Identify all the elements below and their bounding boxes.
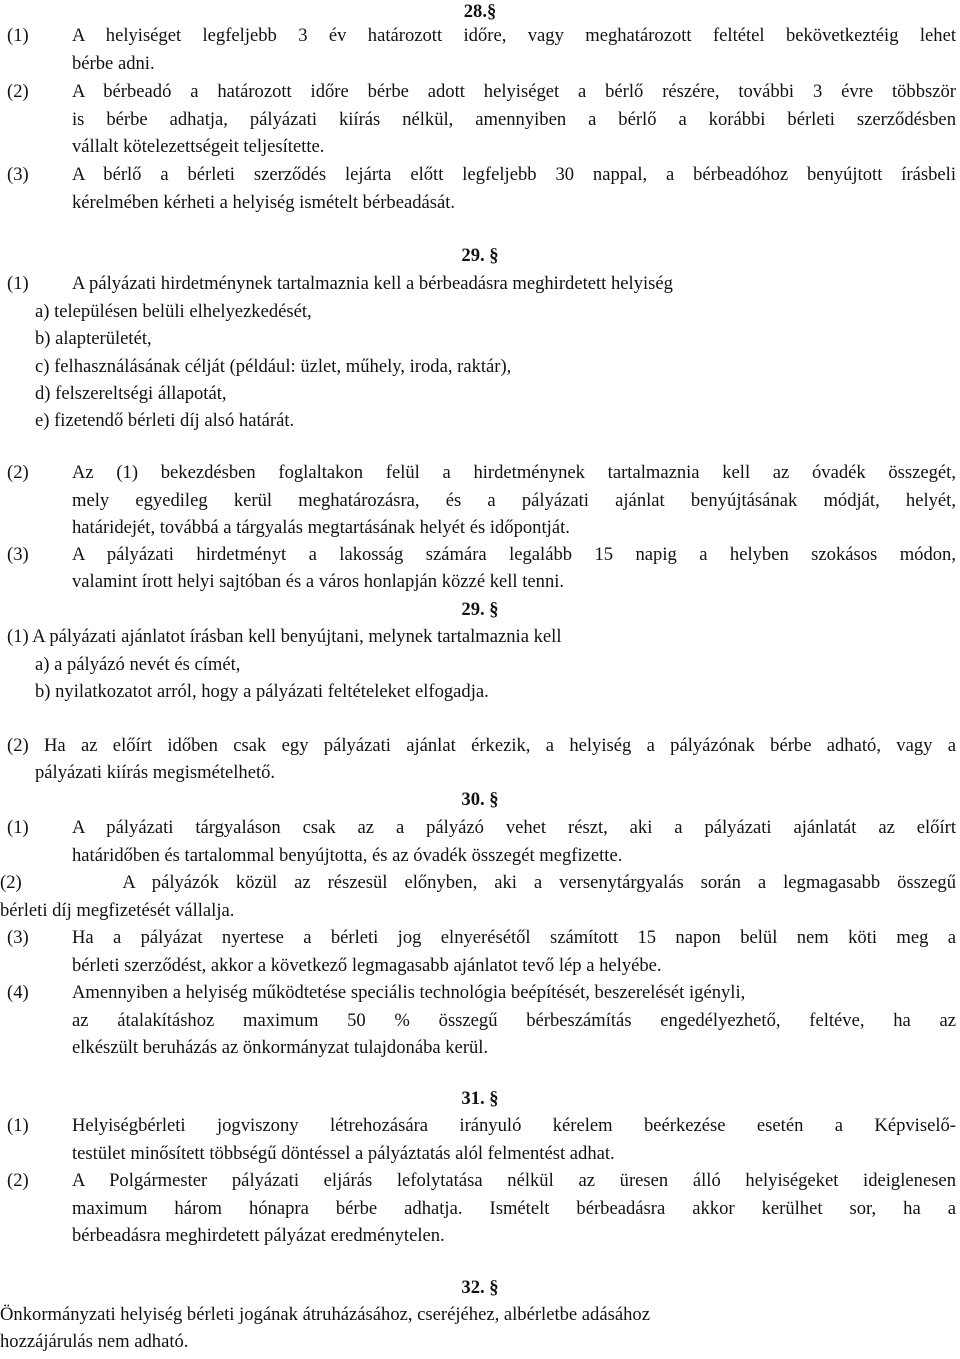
s29a-p1-number: (1) xyxy=(7,273,29,294)
s29b-p1-line: (1) A pályázati ajánlatot írásban kell benyújtani, melynek tartalmaznia kell xyxy=(7,626,562,647)
s28-p2-number: (2) xyxy=(7,81,29,102)
s28-p1-line: bérbe adni. xyxy=(72,53,155,74)
s30-p4-line: Amennyiben a helyiség működtetése speciális technológia beépítését, beszerelését igényli, xyxy=(72,982,746,1003)
s30-p1-number: (1) xyxy=(7,817,29,838)
s28-p1-number: (1) xyxy=(7,25,29,46)
s29a-list-item: d) felszereltségi állapotát, xyxy=(35,383,227,404)
s29a-list-item: e) fizetendő bérleti díj alsó határát. xyxy=(35,410,295,431)
s28-p3-number: (3) xyxy=(7,164,29,185)
s30-p3-line: bérleti szerződést, akkor a következő legmagasabb ajánlatot tevő lép a helyébe. xyxy=(72,955,662,976)
s30-p3-number: (3) xyxy=(7,927,29,948)
s29a-p2-line: határidejét, továbbá a tárgyalás megtartásának helyét és időpontját. xyxy=(72,517,570,538)
s29a-p2-line: mely egyedileg kerül meghatározásra, és a pályázati ajánlat benyújtásának módját, helyét, xyxy=(72,490,956,511)
s32-p1-line: Önkormányzati helyiség bérleti jogának átruházásához, cseréjéhez, albérletbe adásához xyxy=(0,1304,650,1325)
section-28-heading: 28.§ xyxy=(463,1,497,22)
s28-p3-line: A bérlő a bérleti szerződés lejárta előtt legfeljebb 30 nappal, a bérbeadóhoz benyújtott írásbeli xyxy=(72,164,956,185)
s29a-list-item: a) településen belüli elhelyezkedését, xyxy=(35,301,312,322)
s29b-list-item: a) a pályázó nevét és címét, xyxy=(35,654,241,675)
section-32-heading: 32. § xyxy=(461,1277,499,1298)
s31-p2-line: A Polgármester pályázati eljárás lefolytatása nélkül az üresen álló helyiségeket ideiglenesen xyxy=(72,1170,956,1191)
s29a-p3-line: valamint írott helyi sajtóban és a város honlapján közzé kell tenni. xyxy=(72,571,565,592)
s29a-list-item: b) alapterületét, xyxy=(35,328,152,349)
s31-p1-line: Helyiségbérleti jogviszony létrehozására irányuló kérelem beérkezése esetén a Képviselő- xyxy=(72,1115,956,1136)
s29a-p2-number: (2) xyxy=(7,462,29,483)
section-30-heading: 30. § xyxy=(461,789,499,810)
s31-p2-number: (2) xyxy=(7,1170,29,1191)
s29a-p2-line: Az (1) bekezdésben foglaltakon felül a hirdetménynek tartalmaznia kell az óvadék összegét, xyxy=(72,462,956,483)
s29b-p2-line: (2) Ha az előírt időben csak egy pályázati ajánlat érkezik, a helyiség a pályázónak bérbe adható, vagy a xyxy=(7,735,956,756)
s28-p3-line: kérelmében kérheti a helyiség ismételt bérbeadását. xyxy=(72,192,456,213)
s30-p4-number: (4) xyxy=(7,982,29,1003)
section-31-heading: 31. § xyxy=(461,1088,499,1109)
s29a-p3-number: (3) xyxy=(7,544,29,565)
s29b-p2-line: pályázati kiírás megismételhető. xyxy=(35,762,276,783)
s31-p1-line: testület minősített többségű döntéssel a pályáztatás alól felmentést adhat. xyxy=(72,1143,615,1164)
s30-p2-line: (2) A pályázók közül az részesül előnyben, aki a versenytárgyalás során a legmagasabb összegű xyxy=(0,872,956,893)
s29a-p3-line: A pályázati hirdetményt a lakosság számára legalább 15 napig a helyben szokásos módon, xyxy=(72,544,956,565)
s32-p1-line: hozzájárulás nem adható. xyxy=(0,1331,189,1352)
s30-p3-line: Ha a pályázat nyertese a bérleti jog elnyerésétől számított 15 napon belül nem köti meg a xyxy=(72,927,956,948)
s30-p4-line: az átalakításhoz maximum 50 % összegű bérbeszámítás engedélyezhető, feltéve, ha az xyxy=(72,1010,956,1031)
s29a-p1-line: A pályázati hirdetménynek tartalmaznia kell a bérbeadásra meghirdetett helyiség xyxy=(72,273,673,294)
s31-p2-line: bérbeadásra meghirdetett pályázat eredménytelen. xyxy=(72,1225,445,1246)
s31-p2-line: maximum három hónapra bérbe adhatja. Ismételt bérbeadásra akkor kerülhet sor, ha a xyxy=(72,1198,956,1219)
s30-p2-line: bérleti díj megfizetését vállalja. xyxy=(0,900,235,921)
s28-p1-line: A helyiséget legfeljebb 3 év határozott időre, vagy meghatározott feltétel bekövetkeztéig lehet xyxy=(72,25,956,46)
s28-p2-line: A bérbeadó a határozott időre bérbe adott helyiséget a bérlő részére, további 3 évre többször xyxy=(72,81,956,102)
s29b-list-item: b) nyilatkozatot arról, hogy a pályázati feltételeket elfogadja. xyxy=(35,681,489,702)
s30-p1-line: határidőben és tartalommal benyújtotta, és az óvadék összegét megfizette. xyxy=(72,845,623,866)
section-29b-heading: 29. § xyxy=(461,599,499,620)
s28-p2-line: vállalt kötelezettségeit teljesítette. xyxy=(72,136,325,157)
s29a-list-item: c) felhasználásának célját (például: üzlet, műhely, iroda, raktár), xyxy=(35,356,512,377)
s30-p4-line: elkészült beruházás az önkormányzat tulajdonába kerül. xyxy=(72,1037,489,1058)
s28-p2-line: is bérbe adhatja, pályázati kiírás nélkül, amennyiben a bérlő a korábbi bérleti szerződésben xyxy=(72,109,956,130)
s30-p1-line: A pályázati tárgyaláson csak az a pályázó vehet részt, aki a pályázati ajánlatát az előírt xyxy=(72,817,956,838)
s31-p1-number: (1) xyxy=(7,1115,29,1136)
section-29a-heading: 29. § xyxy=(461,245,499,266)
